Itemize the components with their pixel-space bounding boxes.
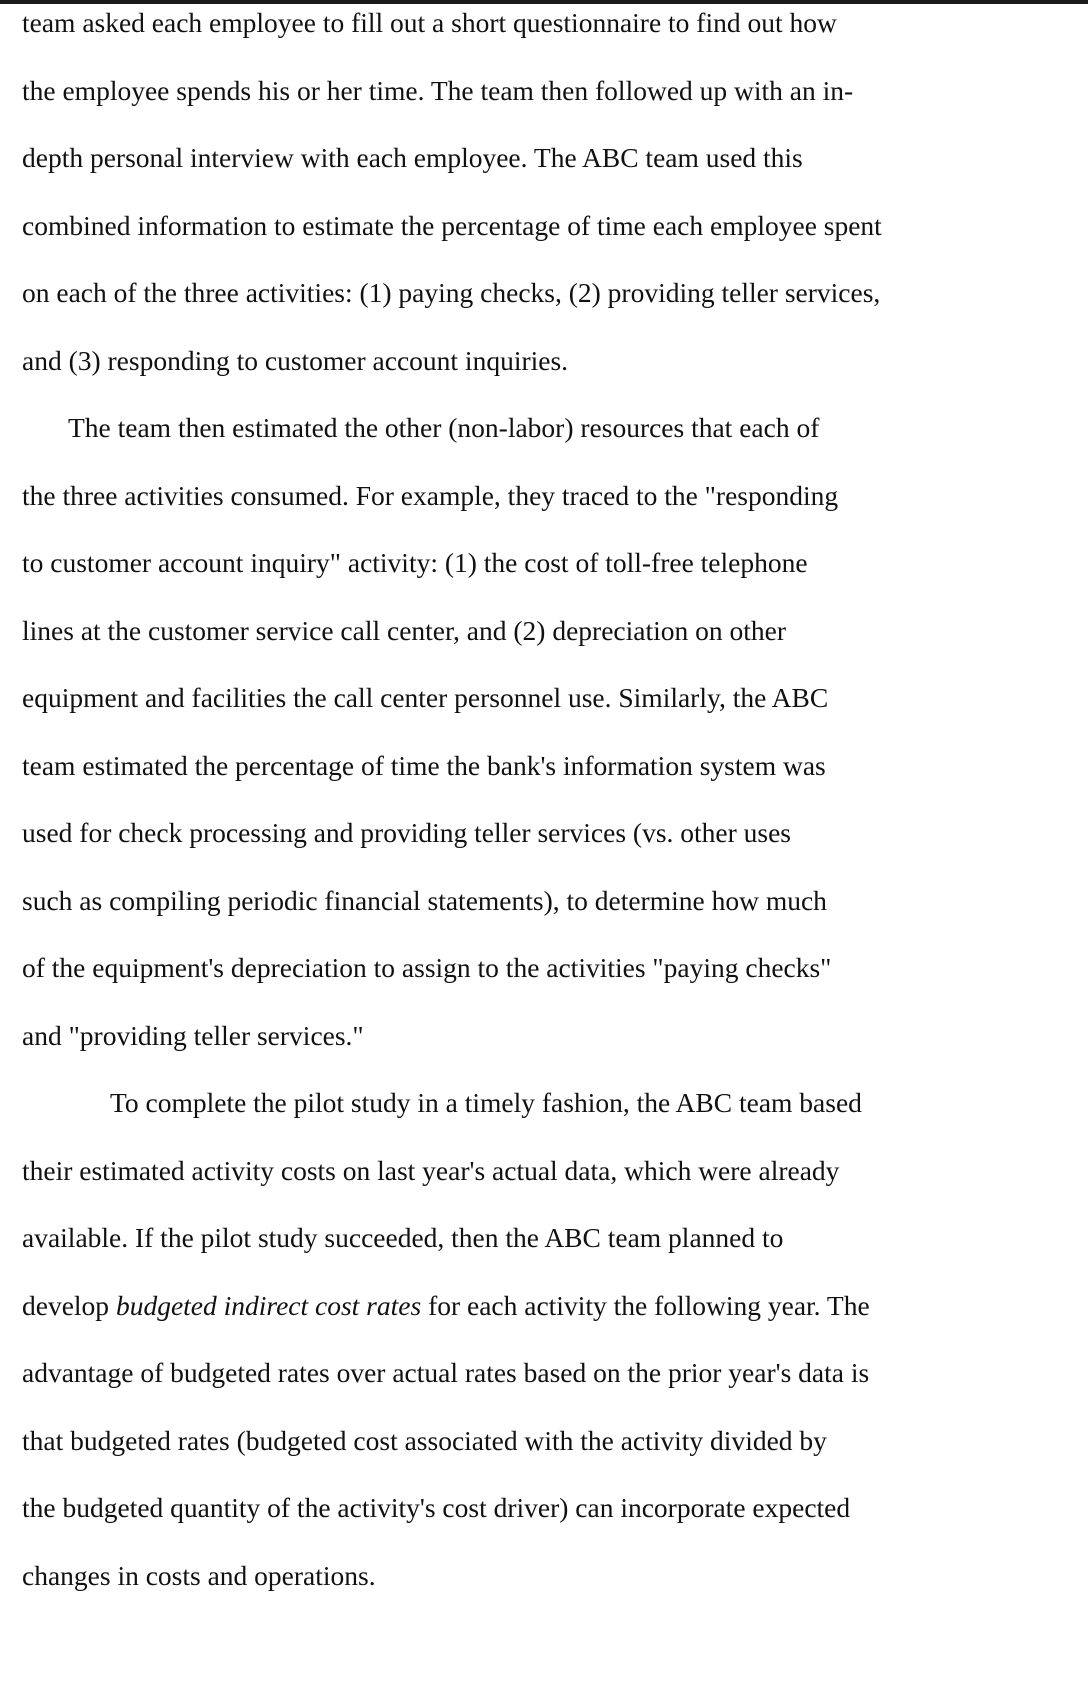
italic-term: budgeted indirect cost rates — [115, 1289, 422, 1321]
paragraph-1 — [22, 0, 1072, 405]
document-page — [22, 0, 1072, 1620]
text-line: advantage of budgeted rates over actual rates based on the prior year's data is — [22, 1357, 870, 1388]
text-line: used for check processing and providing teller services (vs. other uses — [22, 817, 792, 848]
paragraph-3 — [22, 1080, 1072, 1620]
text-run: for each activity the following year. The — [421, 1289, 870, 1321]
text-line: such as compiling periodic financial statements), to determine how much — [22, 884, 827, 916]
text-line: depth personal interview with each employee. The ABC team used this — [22, 142, 803, 173]
text-line: that budgeted rates (budgeted cost associated with the activity divided by — [22, 1424, 827, 1456]
text-run: develop — [22, 1289, 116, 1321]
text-line: the budgeted quantity of the activity's cost driver) can incorporate expected — [22, 1492, 851, 1523]
paragraph-2 — [22, 405, 1072, 1080]
text-line: To complete the pilot study in a timely fashion, the ABC team based — [110, 1087, 862, 1118]
text-line: changes in costs and operations. — [22, 1559, 376, 1591]
text-line: to customer account inquiry" activity: (1) the cost of toll-free telephone — [22, 547, 808, 578]
text-line: combined information to estimate the percentage of time each employee spent — [22, 209, 882, 241]
text-line: team estimated the percentage of time the bank's information system was — [22, 749, 826, 781]
text-line: lines at the customer service call center, and (2) depreciation on other — [22, 614, 786, 646]
text-line: The team then estimated the other (non-labor) resources that each of — [68, 412, 820, 443]
text-line: equipment and facilities the call center personnel use. Similarly, the ABC — [22, 682, 829, 713]
text-line — [22, 1283, 1072, 1351]
text-line: and (3) responding to customer account inquiries. — [22, 344, 569, 376]
text-line: their estimated activity costs on last year's actual data, which were already — [22, 1154, 840, 1186]
text-line: the three activities consumed. For example, they traced to the "responding — [22, 479, 839, 511]
text-line: available. If the pilot study succeeded, then the ABC team planned to — [22, 1222, 784, 1253]
text-line: of the equipment's depreciation to assign to the activities "paying checks" — [22, 952, 832, 983]
text-line: the employee spends his or her time. The team then followed up with an in- — [22, 74, 854, 106]
text-line: team asked each employee to fill out a short questionnaire to find out how — [22, 7, 837, 38]
text-line: and "providing teller services." — [22, 1019, 364, 1051]
text-line: on each of the three activities: (1) paying checks, (2) providing teller services, — [22, 277, 881, 308]
